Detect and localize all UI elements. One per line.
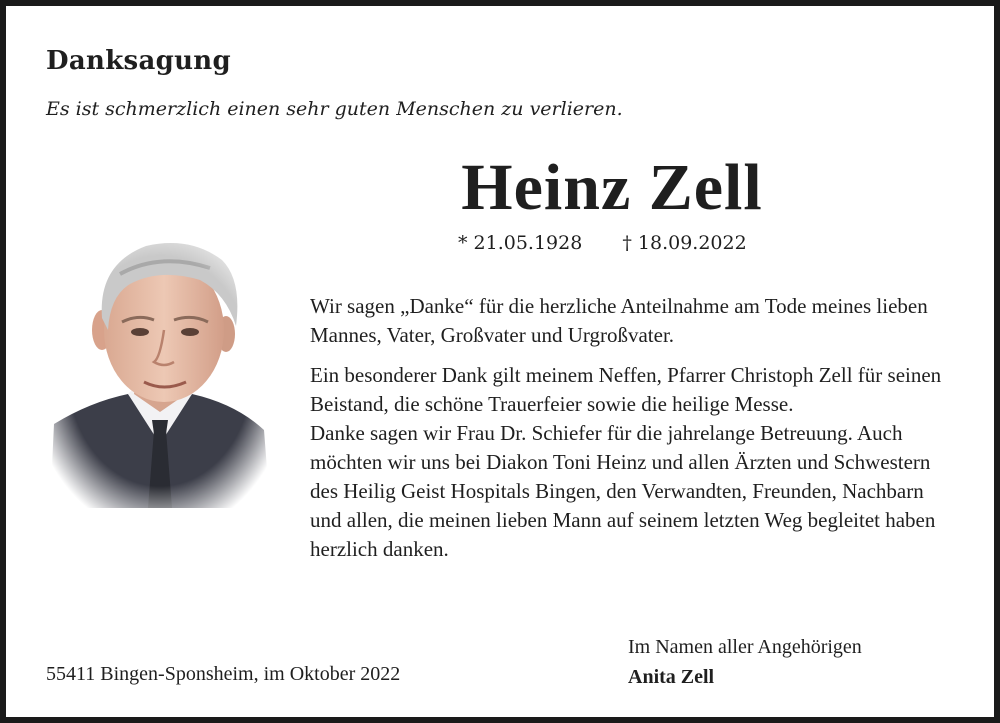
portrait-photo-icon xyxy=(50,234,270,508)
thanks-text xyxy=(310,292,960,564)
deceased-name: Heinz Zell xyxy=(461,151,763,224)
thanks-paragraph: Wir sagen „Danke“ für die herzliche Anteilnahme am Tode meines lieben Mannes, Vater, Großvater und Urgroßvater. xyxy=(310,294,928,347)
life-dates xyxy=(458,232,747,254)
signature-intro: Im Namen aller Angehörigen xyxy=(628,636,862,658)
death-date: † 18.09.2022 xyxy=(622,232,747,254)
thanks-paragraph: Danke sagen wir Frau Dr. Schiefer für die jahrelange Betreuung. Auch möchten wir uns bei Diakon Toni Heinz und allen Ärzten und Schwestern des Heilig Geist Hospitals Bingen, den Verwandten, Freunden, Nachbarn und allen, die meinen lieben Mann auf seinem letzten Weg begleitet haben herzlich danken. xyxy=(310,421,936,561)
birth-date: * 21.05.1928 xyxy=(458,232,583,254)
heading: Danksagung xyxy=(46,46,231,76)
thanks-paragraph: Ein besonderer Dank gilt meinem Neffen, Pfarrer Christoph Zell für seinen Beistand, die schöne Trauerfeier sowie die heilige Messe. xyxy=(310,363,942,416)
signature-block xyxy=(628,632,862,692)
signer-name: Anita Zell xyxy=(628,666,715,688)
motto: Es ist schmerzlich einen sehr guten Menschen zu verlieren. xyxy=(46,98,623,120)
place-date: 55411 Bingen-Sponsheim, im Oktober 2022 xyxy=(46,663,401,685)
